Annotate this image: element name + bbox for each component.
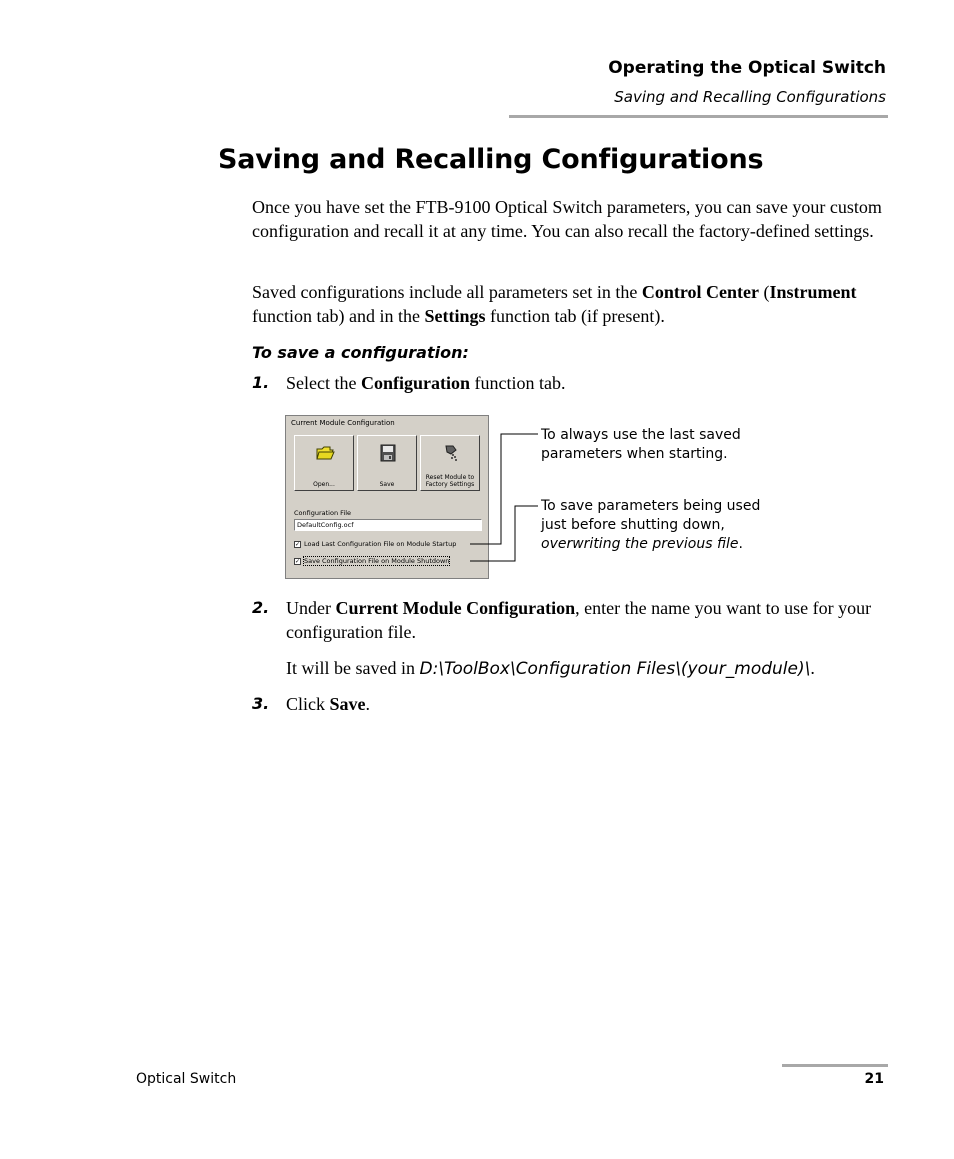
- footer-rule: [782, 1064, 888, 1067]
- save-button-label: Save: [379, 481, 395, 488]
- intro-paragraph-1: Once you have set the FTB-9100 Optical Switch parameters, you can save your custom configuration and recall it at any time. You can also recall the factory-defined settings.: [252, 197, 882, 241]
- configuration-file-input[interactable]: DefaultConfig.ocf: [294, 519, 482, 531]
- running-header-section: Saving and Recalling Configurations: [614, 88, 886, 106]
- step-number: 3.: [252, 694, 270, 713]
- page-title: Saving and Recalling Configurations: [218, 144, 764, 175]
- load-last-config-checkbox[interactable]: ✓ Load Last Configuration File on Module Startup: [295, 540, 457, 548]
- checkbox-check-icon: ✓: [295, 557, 301, 565]
- callout-save-on-shutdown: To save parameters being used just before shutting down, overwriting the previous file.: [541, 498, 761, 552]
- step-2-note: It will be saved in D:\ToolBox\Configuration Files\(your_module)\.: [286, 658, 815, 679]
- checkbox-check-icon: ✓: [295, 540, 301, 548]
- step-1-text: Select the Configuration function tab.: [286, 373, 566, 393]
- page-number: 21: [864, 1071, 884, 1087]
- panel-title: Current Module Configuration: [291, 419, 395, 427]
- save-on-shutdown-checkbox[interactable]: ✓ Save Configuration File on Module Shutdown: [295, 557, 450, 565]
- reset-module-button-label: Reset Module to Factory Settings: [425, 474, 475, 488]
- intro-paragraph-2: Saved configurations include all parameters set in the Control Center (Instrument function tab) and in the Settings function tab (if present).: [252, 282, 857, 326]
- configuration-file-label: Configuration File: [294, 509, 352, 517]
- callout-load-on-startup: To always use the last saved parameters when starting.: [541, 427, 741, 462]
- step-3-text: Click Save.: [286, 694, 370, 714]
- footer-product-name: Optical Switch: [136, 1071, 237, 1087]
- step-number: 1.: [252, 373, 270, 392]
- running-header-chapter: Operating the Optical Switch: [608, 58, 886, 78]
- procedure-title: To save a configuration:: [252, 343, 469, 362]
- open-button-label: Open...: [313, 481, 335, 488]
- step-2-text: Under Current Module Configuration, enter the name you want to use for your configuration file.: [286, 598, 872, 642]
- step-number: 2.: [252, 598, 270, 617]
